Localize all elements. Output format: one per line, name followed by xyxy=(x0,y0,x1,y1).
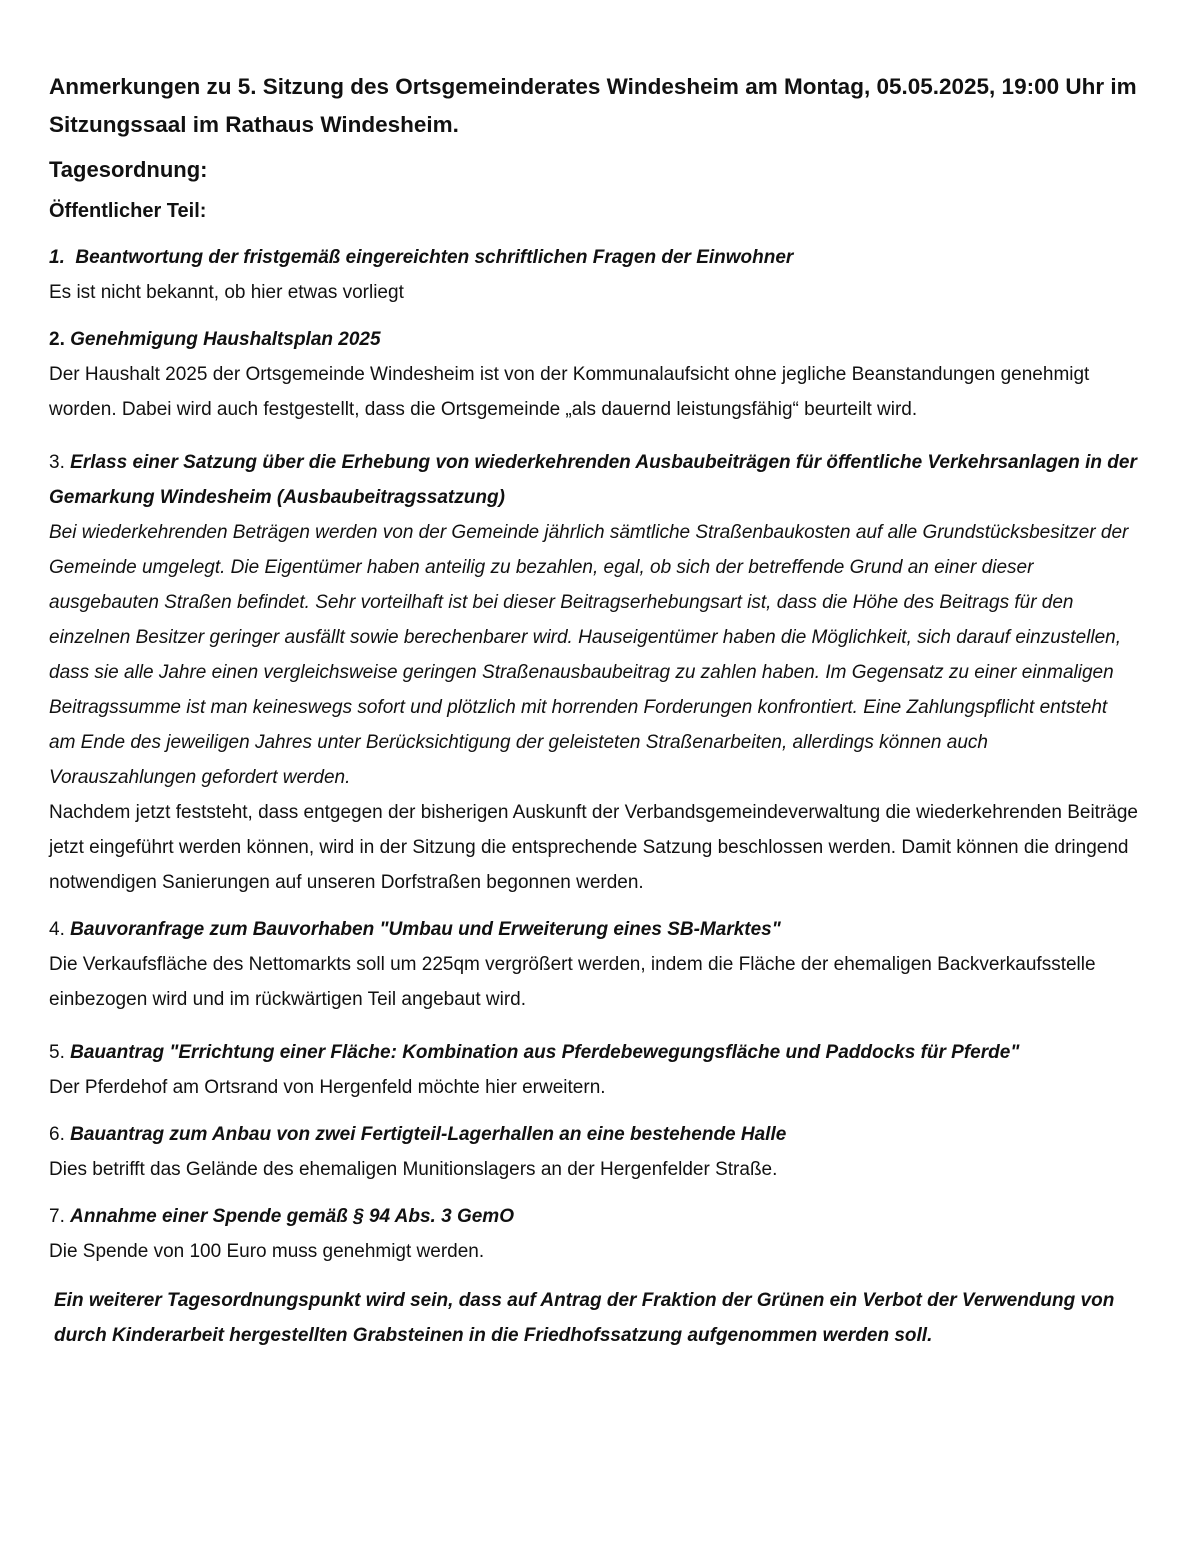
agenda-item-6 xyxy=(49,1117,1138,1187)
agenda-item-title: Annahme einer Spende gemäß § 94 Abs. 3 GemO xyxy=(70,1206,514,1227)
agenda-item-heading xyxy=(49,240,1138,275)
agenda-item-number: 4. xyxy=(49,919,65,940)
agenda-item-5 xyxy=(49,1035,1138,1105)
document-title: Anmerkungen zu 5. Sitzung des Ortsgemeinderates Windesheim am Montag, 05.05.2025, 19:00 Uhr im Sitzungssaal im Rathaus Windesheim. xyxy=(49,74,1137,137)
agenda-item-number: 6. xyxy=(49,1124,65,1145)
agenda-item-7 xyxy=(49,1199,1138,1269)
agenda-item-number: 2. xyxy=(49,329,65,350)
agenda-item-title: Erlass einer Satzung über die Erhebung von wiederkehrenden Ausbaubeiträgen für öffentliche Verkehrsanlagen in der Gemarkung Windesheim (Ausbaubeitragssatzung) xyxy=(49,452,1137,508)
agenda-item-3 xyxy=(49,445,1138,900)
agenda-item-text: Nachdem jetzt feststeht, dass entgegen der bisherigen Auskunft der Verbandsgemeindeverwaltung die wiederkehrenden Beiträge jetzt eingeführt werden können, wird in der Sitzung die entsprechende Satzung beschlossen werden. Damit können die dringend notwendigen Sanierungen auf unseren Dorfstraßen begonnen werden. xyxy=(49,802,1138,893)
agenda-item-text: Es ist nicht bekannt, ob hier etwas vorliegt xyxy=(49,282,404,303)
agenda-item-heading xyxy=(49,1117,1138,1152)
agenda-item-text: Der Haushalt 2025 der Ortsgemeinde Windesheim ist von der Kommunalaufsicht ohne jegliche Beanstandungen genehmigt worden. Dabei wird auch festgestellt, dass die Ortsgemeinde „als dauernd leistungsfähig“ beurteilt wird. xyxy=(49,364,1090,420)
agenda-item-4 xyxy=(49,912,1138,1017)
agenda-item-heading xyxy=(49,1035,1138,1070)
agenda-item-text: Die Verkaufsfläche des Nettomarkts soll um 225qm vergrößert werden, indem die Fläche der ehemaligen Backverkaufsstelle einbezogen wird und im rückwärtigen Teil angebaut wird. xyxy=(49,954,1096,1010)
agenda-item-heading xyxy=(49,445,1138,515)
agenda-item-number: 7. xyxy=(49,1206,65,1227)
agenda-item-explanation: Bei wiederkehrenden Beträgen werden von der Gemeinde jährlich sämtliche Straßenbaukosten auf alle Grundstücksbesitzer der Gemeinde umgelegt. Die Eigentümer haben anteilig zu bezahlen, egal, ob sich der betreffende Grund an einer dieser ausgebauten Straßen befindet. Sehr vorteilhaft ist bei dieser Beitragserhebungsart ist, dass die Höhe des Beitrags für den einzelnen Besitzer geringer ausfällt sowie berechenbarer wird. Hauseigentümer haben die Möglichkeit, sich darauf einzustellen, dass sie alle Jahre einen vergleichsweise geringen Straßenausbaubeitrag zu zahlen haben. Im Gegensatz zu einer einmaligen Beitragssumme ist man keineswegs sofort und plötzlich mit horrenden Forderungen konfrontiert. Eine Zahlungspflicht entsteht am Ende des jeweiligen Jahres unter Berücksichtigung der geleisteten Straßenarbeiten, allerdings können auch Vorauszahlungen gefordert werden. xyxy=(49,522,1129,788)
agenda-item-title: Bauvoranfrage zum Bauvorhaben "Umbau und Erweiterung eines SB-Marktes" xyxy=(70,919,781,940)
agenda-item-number: 5. xyxy=(49,1042,65,1063)
agenda-item-number: 1. xyxy=(49,247,65,268)
public-section-heading: Öffentlicher Teil: xyxy=(49,200,207,222)
agenda-item-heading xyxy=(49,322,1138,357)
agenda-item-number: 3. xyxy=(49,452,65,473)
agenda-item-text: Dies betrifft das Gelände des ehemaligen Munitionslagers an der Hergenfelder Straße. xyxy=(49,1159,778,1180)
agenda-item-text: Der Pferdehof am Ortsrand von Hergenfeld möchte hier erweitern. xyxy=(49,1077,606,1098)
agenda-item-title: Beantwortung der fristgemäß eingereichten schriftlichen Fragen der Einwohner xyxy=(75,247,794,268)
agenda-heading: Tagesordnung: xyxy=(49,157,208,182)
agenda-item-title: Genehmigung Haushaltsplan 2025 xyxy=(70,329,381,350)
agenda-item-heading xyxy=(49,1199,1138,1234)
agenda-item-title: Bauantrag zum Anbau von zwei Fertigteil-Lagerhallen an eine bestehende Halle xyxy=(70,1124,787,1145)
closing-note: Ein weiterer Tagesordnungspunkt wird sein, dass auf Antrag der Fraktion der Grünen ein Verbot der Verwendung von durch Kinderarbeit hergestellten Grabsteinen in die Friedhofssatzung aufgenommen werden soll. xyxy=(54,1290,1115,1346)
agenda-item-title: Bauantrag "Errichtung einer Fläche: Kombination aus Pferdebewegungsfläche und Paddocks für Pferde" xyxy=(70,1042,1020,1063)
agenda-item-2 xyxy=(49,322,1138,427)
agenda-item-1 xyxy=(49,240,1138,310)
agenda-item-text: Die Spende von 100 Euro muss genehmigt werden. xyxy=(49,1241,485,1262)
agenda-item-heading xyxy=(49,912,1138,947)
